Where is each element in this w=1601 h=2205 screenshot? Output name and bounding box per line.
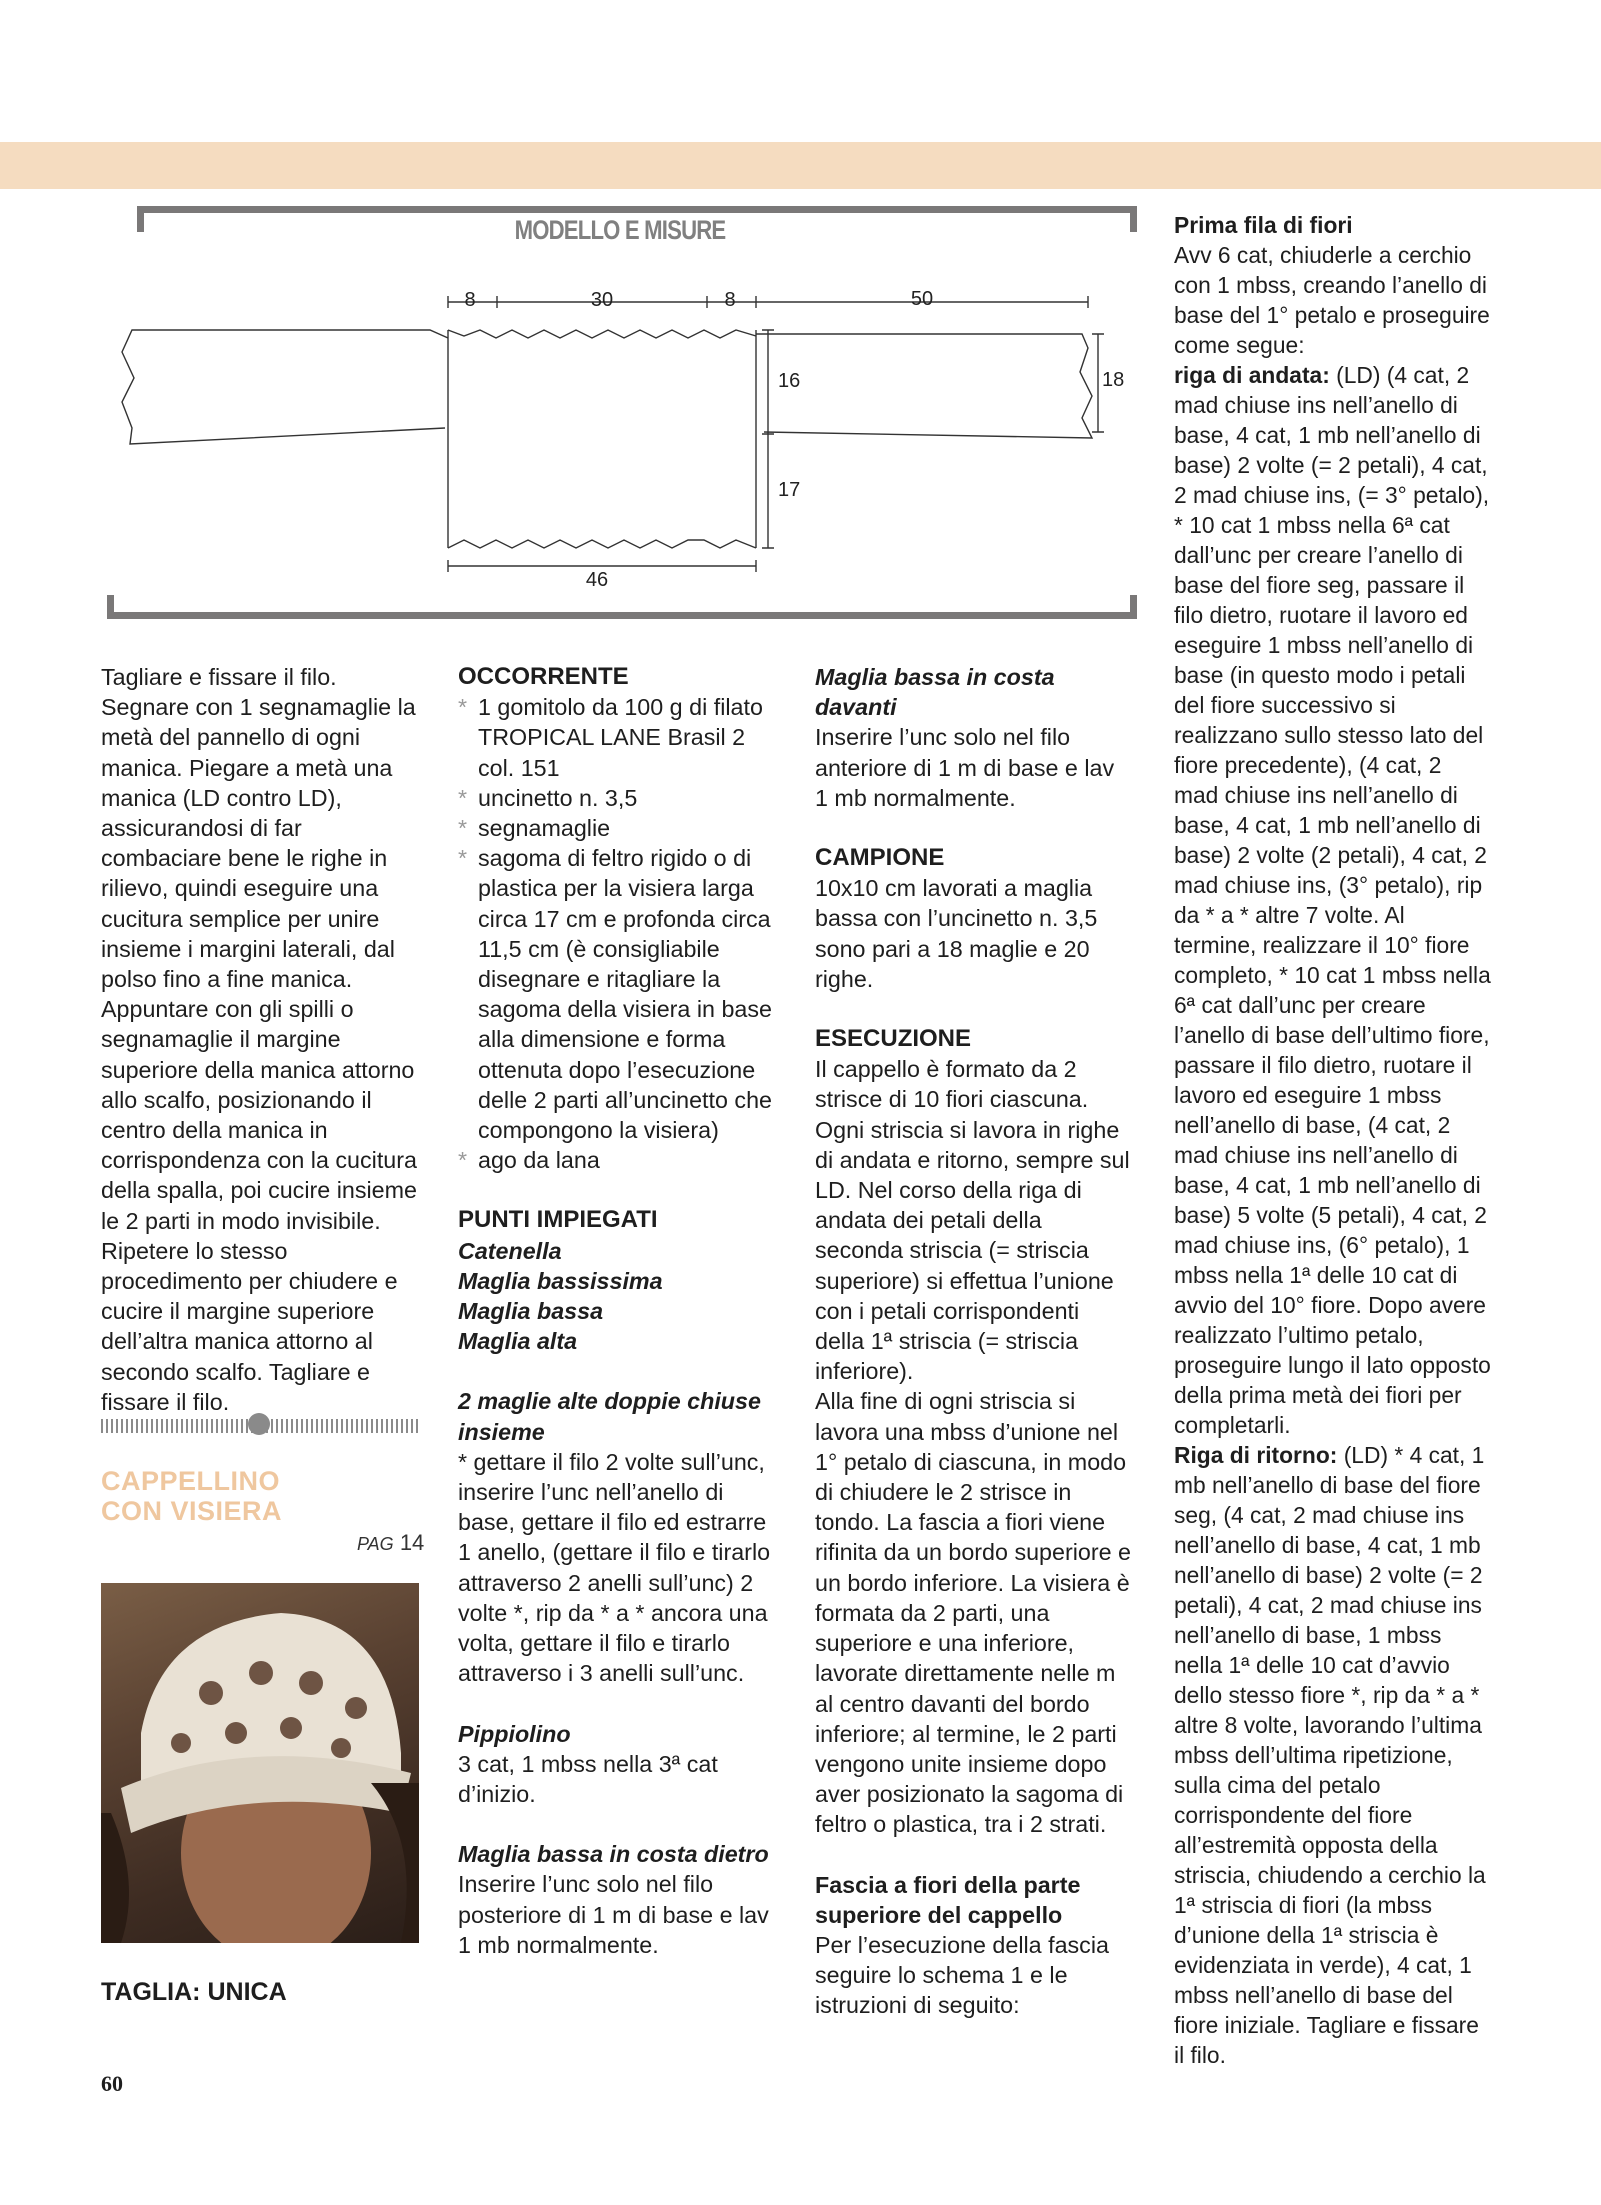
paragraph: Per l’esecuzione della fascia seguire lo schema 1 e le istruzioni di seguito:: [815, 1931, 1109, 2019]
paragraph: Inserire l’unc solo nel filo anteriore di 1 m di base e lav 1 mb normalmente.: [815, 724, 1115, 811]
row-text: (LD) (4 cat, 2 mad chiuse ins nell’anello di base, 4 cat, 1 mb nell’anello di base) 2 volte (= 2 petali), 4 cat, 2 mad chiuse ins, (= 3° petalo), * 10 cat 1 mbss nella 6ª cat dall’unc per creare l’anello di base del fiore seg, passare il filo dietro, ruotare il lavoro ed eseguire 1 mbss nell’anello di base (in questo modo i petali del fiore successivo si realizzano sullo stesso lato del fiore precedente), (4 cat, 2 mad chiuse ins nell’anello di base, 4 cat, 1 mb nell’anello di base) 2 volte (2 petali), 4 cat, 2 mad chiuse ins, (3° petalo), rip da * a * altre 7 volte. Al termine, realizzare il 10° fiore completo, * 10 cat 1 mbss nella 6ª cat dall’unc per creare l’anello di base dell’ultimo fiore, passare il filo dietro, ruotare il lavoro ed eseguire 1 mbss nell’anello di base, (4 cat, 2 mad chiuse ins nell’anello di base, 4 cat, 1 mb nell’anello di base) 5 volte (5 petali), 4 cat, 2 mad chiuse ins, (6° petalo), 1 mbss nella 1ª delle 10 cat di avvio del 10° fiore. Dopo avere realizzato l’ultimo petalo, proseguire lungo il lato opposto della prima metà dei fiori per completarli.: [1174, 362, 1491, 1438]
page-reference-number: 14: [399, 1530, 425, 1555]
stitch-name: Maglia alta: [458, 1328, 578, 1355]
list-item: * ago da lana: [458, 1145, 776, 1175]
dim-label: 8: [724, 289, 736, 311]
project-title-line: CAPPELLINO: [101, 1466, 281, 1496]
subsection-heading: Prima fila di fiori: [1174, 212, 1353, 238]
body-panel: [448, 330, 756, 548]
paragraph: Alla fine di ogni striscia si lavora una mbss d’unione nel 1° petalo di ciascuna, in modo di chiudere le 2 strisce in tondo. La fascia a fiori viene rifinita da un bordo superiore e un bordo inferiore. La visiera è formata da 2 parti, una superiore e una inferiore, lavorate direttamente nelle m al centro davanti del bordo inferiore; al termine, le 2 parti vengono unite insieme dopo aver posizionato la sagoma di feltro o plastica, tra i 2 strati.: [815, 1388, 1131, 1838]
dim-label: 50: [910, 288, 934, 310]
stitch-title: Maglia bassa in costa dietro: [458, 1841, 769, 1868]
list-item: * sagoma di feltro rigido o di plastica per la visiera larga circa 17 cm e profonda circa 11,5 cm (è consigliabile disegnare e ritagliare la sagoma della visiera in base alla dimensione e forma ottenuta dopo l’esecuzione delle 2 parti all’uncinetto che compongono la visiera): [458, 843, 776, 1145]
dim-label: 16: [778, 370, 801, 392]
section-heading: OCCORRENTE: [458, 663, 629, 690]
section-heading: CAMPIONE: [815, 844, 945, 872]
paragraph: Inserire l’unc solo nel filo posteriore di 1 m di base e lav 1 mb normalmente.: [458, 1871, 769, 1958]
dim-label: 17: [778, 479, 801, 501]
page-number: 60: [101, 2071, 123, 2096]
stitch-name: Maglia bassa: [458, 1298, 604, 1325]
diagram-title: MODELLO E MISURE: [514, 215, 726, 245]
dim-label: 8: [464, 289, 476, 311]
column-1: [101, 662, 419, 1417]
paragraph: 10x10 cm lavorati a maglia bassa con l’uncinetto n. 3,5 sono pari a 18 maglie e 20 righe.: [815, 875, 1098, 992]
stitch-title: 2 maglie alte doppie chiuse insieme: [458, 1388, 761, 1445]
section-heading: ESECUZIONE: [815, 1025, 972, 1053]
row-text: (LD) * 4 cat, 1 mb nell’anello di base del fiore seg, (4 cat, 2 mad chiuse ins nell’anello di base, 4 cat, 1 mb nell’anello di base) 2 volte (= 2 petali), 4 cat, 2 mad chiuse ins nell’anello di base, 1 mbss nella 1ª delle 10 cat d’avvio dello stesso fiore *, rip da * a * altre 8 volte, lavorando l’ultima mbss dell’ultima ripetizione, sulla cima del petalo corrispondente del fiore all’estremità opposta della striscia, chiudendo a cerchio la 1ª striscia di fiori (la mbss d’unione della 1ª striscia è evidenziata in verde), 4 cat, 1 mbss nell’anello di base del fiore iniziale. Tagliare e fissare il filo.: [1174, 1442, 1486, 2068]
stitch-title: Maglia bassa in costa davanti: [815, 664, 1055, 721]
right-sleeve: [756, 334, 1092, 438]
left-sleeve: [122, 330, 448, 444]
stitch-name: Catenella: [458, 1237, 562, 1264]
size-label: TAGLIA: UNICA: [101, 1978, 287, 2006]
dim-label: 46: [585, 569, 609, 591]
project-title-line: CON VISIERA: [101, 1496, 283, 1526]
page-reference-label: PAG: [357, 1534, 394, 1554]
neck-zigzag: [448, 330, 756, 338]
dim-label: 18: [1102, 369, 1125, 391]
section-heading: PUNTI IMPIEGATI: [458, 1206, 658, 1234]
project-title: [101, 1466, 282, 1526]
materials-list: [458, 692, 776, 1175]
dim-label: 30: [590, 289, 614, 311]
paragraph: Avv 6 cat, chiuderle a cerchio con 1 mbss, creando l’anello di base del 1° petalo e proseguire come segue:: [1174, 242, 1490, 358]
column-4: [1174, 210, 1492, 2070]
column-3: [815, 662, 1133, 2021]
row-label: Riga di ritorno:: [1174, 1442, 1338, 1468]
list-item: * segnamaglie: [458, 813, 776, 843]
subsection-heading: Fascia a fiori della parte superiore del cappello: [815, 1871, 1081, 1928]
page-reference: [357, 1530, 424, 1556]
list-item: * 1 gomitolo da 100 g di filato TROPICAL LANE Brasil 2 col. 151: [458, 692, 776, 783]
paragraph: Tagliare e fissare il filo. Segnare con 1 segnamaglie la metà del pannello di ogni manica. Piegare a metà una manica (LD contro LD), assicurandosi di far combaciare bene le righe in rilievo, quindi eseguire una cucitura semplice per unire insieme i margini laterali, dal polso fino a fine manica. Appuntare con gli spilli o segnamaglie il margine superiore della manica attorno allo scalfo, posizionando il centro della manica in corrispondenza con la cucitura della spalla, poi cucire insieme le 2 parti in modo invisibile. Ripetere lo stesso procedimento per chiudere e cucire il margine superiore dell’altra manica attorno al secondo scalfo. Tagliare e fissare il filo.: [101, 664, 417, 1415]
hem-zigzag: [448, 540, 756, 548]
list-item: * uncinetto n. 3,5: [458, 783, 776, 813]
paragraph: Il cappello è formato da 2 strisce di 10 fiori ciascuna. Ogni striscia si lavora in righe di andata e ritorno, sempre sul LD. Nel corso della riga di andata dei petali della seconda striscia (= striscia superiore) si effettua l’unione con i petali corrispondenti della 1ª striscia (= striscia inferiore).: [815, 1056, 1130, 1385]
stitch-title: Pippiolino: [458, 1720, 571, 1747]
row-label: riga di andata:: [1174, 362, 1330, 388]
paragraph: * gettare il filo 2 volte sull’unc, inserire l’unc nell’anello di base, gettare il filo ed estrarre 1 anello, (gettare il filo e tirarlo attraverso 2 anelli sull’unc) 2 volte *, rip da * a * ancora una volta, gettare il filo e tirarlo attraverso i 3 anelli sull’unc.: [458, 1448, 771, 1687]
stitch-name: Maglia bassissima: [458, 1267, 663, 1294]
paragraph: 3 cat, 1 mbss nella 3ª cat d’inizio.: [458, 1750, 718, 1807]
column-2: [458, 662, 776, 1960]
paragraph: [1174, 360, 1492, 1440]
divider-dot: [248, 1413, 270, 1435]
dim-height-line: [762, 330, 774, 548]
paragraph: [1174, 1440, 1492, 2070]
product-photo: [101, 1583, 419, 1943]
